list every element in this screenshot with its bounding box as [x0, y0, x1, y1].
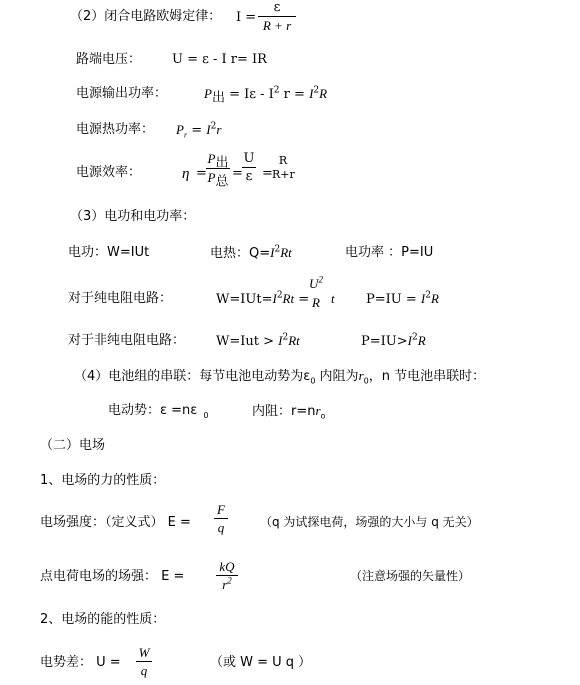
pure-num: U: [309, 276, 319, 291]
terminal-voltage-label: 路端电压：: [76, 52, 142, 67]
energy-title: 2、电场的能的性质：: [40, 612, 166, 627]
pure-t: t: [331, 291, 335, 306]
pd-den: q: [140, 663, 148, 678]
nonpure-power-formula: $P=IU>I^2R$: [361, 332, 426, 349]
eff-fraction-1: $P_出$ $P_总$: [207, 151, 229, 190]
output-power-mid2: r =: [283, 87, 305, 102]
heat-power-label: 电源热功率：: [76, 122, 155, 137]
strength-fraction: [214, 503, 228, 534]
s4-line-a: （4）电池组的串联：每节电池电动势为ε: [74, 369, 311, 384]
s4-resist-text: 内阻：r=n: [252, 404, 316, 419]
eta-eq: =: [196, 166, 207, 181]
pure-power-formula: $P=IU = I^2R$: [366, 290, 439, 307]
s4-emf: 电动势：ε =nε $_0$: [108, 403, 209, 420]
nonpure-work-prefix: W=Iut >: [216, 334, 275, 349]
eff-den2: ε: [245, 169, 253, 184]
eff-num3: R: [278, 154, 288, 167]
s3-heading: （3）电功和电功率：: [70, 209, 196, 224]
ohm-bar: [258, 16, 296, 17]
s2-heading: （2）闭合电路欧姆定律：: [70, 9, 222, 24]
s4-emf-text: 电动势：ε =nε: [108, 403, 198, 418]
pd-num: W: [138, 645, 150, 660]
ohm-den: R + r: [262, 18, 292, 33]
heat-formula: 电热：$Q=I^2Rt$: [210, 244, 292, 261]
terminal-voltage-formula: U = ε - I r= IR: [172, 52, 267, 67]
s4-resist: 内阻：$r=nr_o$: [252, 403, 326, 421]
pd-label: 电势差： U =: [40, 655, 121, 670]
strength-note: （q 为试探电荷，场强的大小与 q 无关）: [260, 515, 479, 529]
s4-line-c: ，n 节电池串联时：: [368, 369, 486, 384]
eta-symbol: η: [182, 166, 190, 182]
heat-power-formula: $P_r = I^2r$: [176, 121, 222, 140]
eff-eq-3: =: [262, 166, 273, 181]
eff-fraction-3: [272, 155, 294, 180]
point-den: r: [222, 577, 228, 592]
pure-work-prefix: W=IUt=: [216, 292, 273, 307]
eff-den3: R+r: [272, 168, 295, 181]
power-formula: 电功率 ：P=IU: [345, 245, 434, 260]
strength-num: F: [217, 502, 225, 517]
output-power-label: 电源输出功率：: [76, 86, 168, 101]
heat-power-eq: =: [191, 123, 203, 138]
ohm-lhs: I =: [236, 10, 257, 25]
s4-line-b: 内阻为: [319, 369, 359, 384]
pure-den: R: [312, 295, 320, 310]
eff-num2: U: [243, 151, 255, 166]
nonpure-work-formula: $W=Iut > I^2Rt$: [216, 332, 300, 349]
s4-line: （4）电池组的串联：每节电池电动势为$\varepsilon_0$ 内阻为$r_0$，n 节电池串联时：: [74, 368, 486, 386]
ohm-num: ε: [273, 0, 281, 15]
point-note: （注意场强的矢量性）: [350, 569, 471, 583]
work-formula: 电功：W=IUt: [68, 245, 150, 260]
pure-fraction: $U^2$ R: [309, 274, 323, 310]
eff-eq-2: =: [232, 166, 243, 181]
ohm-fraction: [258, 1, 296, 32]
point-charge-label: 点电荷电场的场强： E =: [40, 569, 185, 584]
nonpure-power-prefix: P=IU>: [361, 334, 408, 349]
output-power-formula: $P_出 = I\varepsilon - I^2$ $r = I^2R$: [204, 85, 328, 106]
strength-den: q: [217, 520, 225, 535]
pure-work-formula: $W=IUt=I^2Rt$ =: [216, 290, 310, 307]
strength-label: 电场强度：（定义式） E =: [40, 515, 191, 530]
nonpure-resistor-label: 对于非纯电阻电路：: [68, 333, 186, 348]
point-num: kQ: [219, 559, 235, 574]
pd-fraction: [136, 646, 152, 677]
field-title: （二）电场: [40, 438, 106, 453]
pure-resistor-label: 对于纯电阻电路：: [68, 291, 173, 306]
efficiency-label: 电源效率：: [76, 165, 142, 180]
point-fraction: kQ $r^2$: [216, 560, 238, 591]
pure-power-prefix: P=IU =: [366, 292, 417, 307]
heat-prefix: 电热：Q=: [210, 246, 271, 261]
output-power-mid: = Iε - I: [229, 87, 274, 102]
pd-note: （或 W = U q ）: [210, 655, 312, 670]
pure-work-eq: =: [298, 292, 310, 307]
force-title: 1、电场的力的性质：: [40, 473, 166, 488]
eff-fraction-2: [242, 152, 256, 183]
